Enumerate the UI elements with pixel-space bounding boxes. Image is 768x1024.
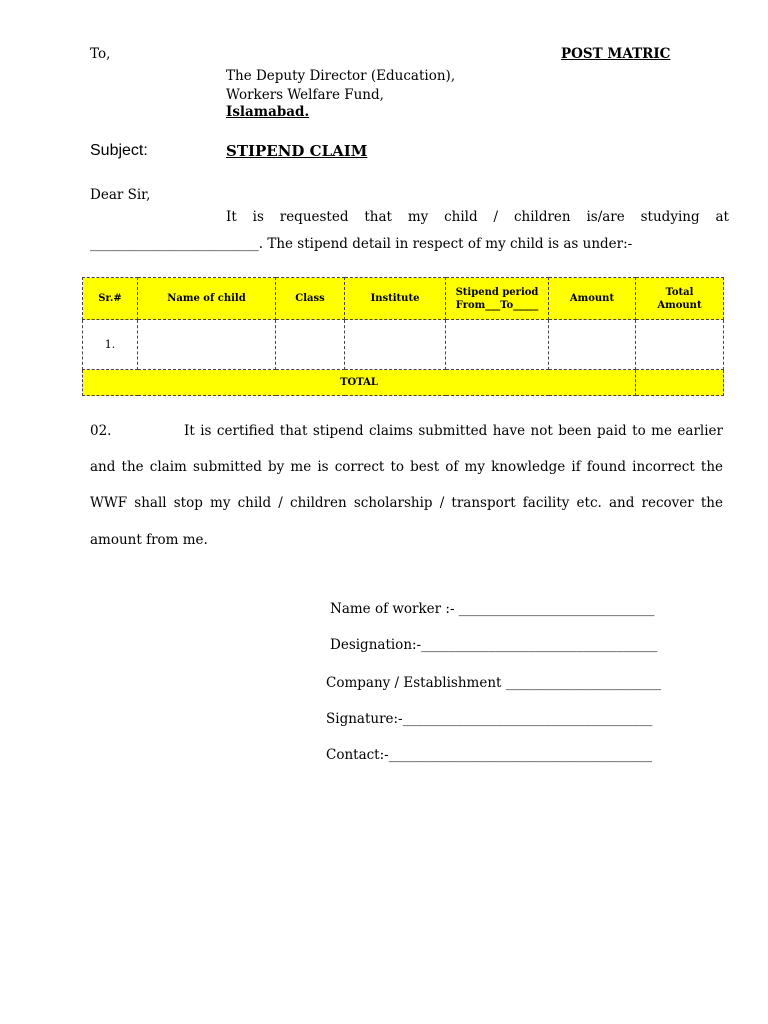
intro-word: requested — [279, 209, 349, 225]
header-stipend-period-line-2: From___To_____ — [455, 299, 539, 311]
intro-word: that — [364, 209, 392, 225]
total-label: TOTAL — [83, 370, 636, 396]
company-establishment-field[interactable]: Company / Establishment _______________________ — [326, 675, 662, 691]
header-total-line-2: Amount — [657, 299, 702, 311]
header-total-amount — [636, 278, 724, 320]
salutation: Dear Sir, — [90, 187, 151, 203]
intro-word: studying — [640, 209, 700, 225]
recipient-city: Islamabad. — [226, 104, 310, 120]
cell-class[interactable] — [276, 320, 345, 370]
table-total-row — [83, 370, 724, 396]
to-label: To, — [90, 46, 111, 62]
certification-line-3: WWF shall stop my child / children scholarship / transport facility etc. and recover the — [90, 495, 723, 511]
subject-label: Subject: — [90, 142, 148, 159]
certification-line-1: It is certified that stipend claims submitted have not been paid to me earlier — [184, 423, 723, 439]
stipend-table — [82, 277, 724, 396]
cell-amount[interactable] — [549, 320, 636, 370]
cell-sr: 1. — [83, 320, 138, 370]
header-stipend-period — [446, 278, 549, 320]
subject-value: STIPEND CLAIM — [226, 142, 368, 160]
intro-word: at — [715, 209, 729, 225]
intro-word: / — [493, 209, 499, 225]
intro-word: It — [226, 209, 237, 225]
header-total-line-1: Total — [665, 286, 694, 298]
post-matric-heading: POST MATRIC — [561, 46, 671, 62]
header-sr: Sr.# — [83, 278, 138, 320]
cell-name-of-child[interactable] — [138, 320, 276, 370]
cell-institute[interactable] — [345, 320, 446, 370]
recipient-line-1: The Deputy Director (Education), — [226, 68, 456, 84]
intro-line-1 — [226, 209, 729, 225]
total-value[interactable] — [636, 370, 724, 396]
header-amount: Amount — [549, 278, 636, 320]
intro-word: children — [513, 209, 571, 225]
header-stipend-period-line-1: Stipend period — [455, 286, 539, 298]
certification-line-2: and the claim submitted by me is correct to best of my knowledge if found incorrect the — [90, 459, 723, 475]
intro-word: child — [444, 209, 478, 225]
certification-line-4: amount from me. — [90, 532, 208, 548]
recipient-line-2: Workers Welfare Fund, — [226, 87, 384, 103]
intro-line-2: _________________________. The stipend detail in respect of my child is as under:- — [90, 236, 633, 252]
cell-stipend-period[interactable] — [446, 320, 549, 370]
header-class: Class — [276, 278, 345, 320]
intro-word: my — [407, 209, 429, 225]
designation-field[interactable]: Designation:-___________________________________ — [330, 637, 658, 653]
header-name-of-child: Name of child — [138, 278, 276, 320]
intro-word: is/are — [586, 209, 625, 225]
cell-total-amount[interactable] — [636, 320, 724, 370]
header-institute: Institute — [345, 278, 446, 320]
certification-number: 02. — [90, 423, 112, 439]
table-row — [83, 320, 724, 370]
signature-field[interactable]: Signature:-_____________________________________ — [326, 711, 653, 727]
table-header-row — [83, 278, 724, 320]
contact-field[interactable]: Contact:-_______________________________________ — [326, 747, 652, 763]
intro-word: is — [252, 209, 264, 225]
name-of-worker-field[interactable]: Name of worker :- _____________________________ — [330, 601, 655, 617]
